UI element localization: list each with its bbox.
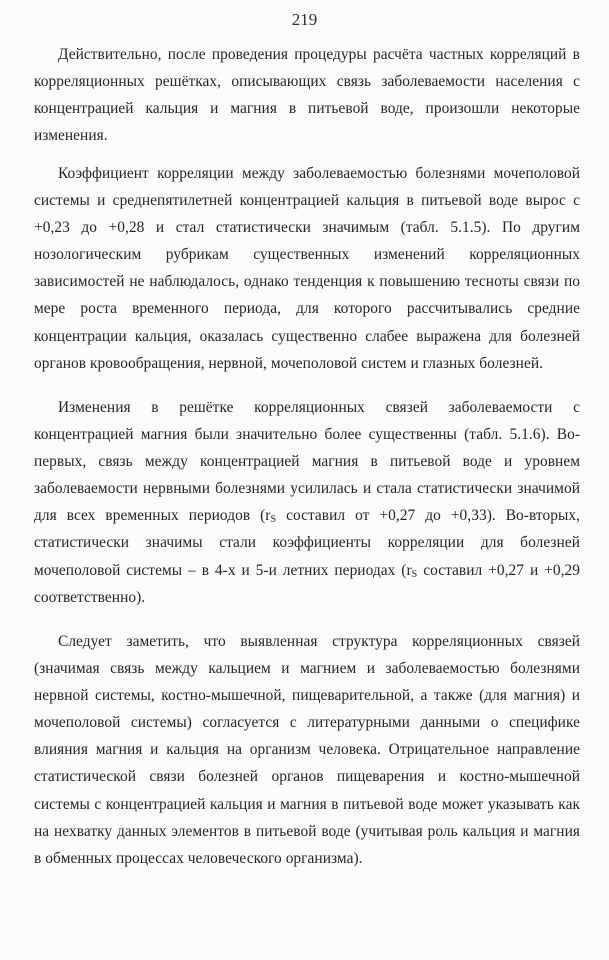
paragraph-1: Действительно, после проведения процедуры расчёта частных корреляций в корреляционных решётках, описывающих связь заболеваемости населения с концентрацией кальция и магния в питьевой воде, произошли некоторые изменения. <box>34 46 580 145</box>
paragraph-3 <box>34 394 580 611</box>
page-number: 219 <box>291 10 318 29</box>
paragraph-3-text-a: Изменения в решётке корреляционных связей заболеваемости с концентрацией магния были значительно более существенны (табл. 5.1.6). Во-первых, связь между концентрацией магния в питьевой воде и уровнем заболеваемости нервными болезнями усилилась и стала статистически значимой для всех временных периодов (r <box>34 399 580 525</box>
paragraph-3-text-c: составил +0,27 и +0,29 соответственно). <box>34 561 580 606</box>
paragraph-3-text-b: составил от +0,27 до +0,33). Во-вторых, статистически значимы стали коэффициенты корреляции для болезней мочеполовой системы – в 4-х и 5-и летних периодах (r <box>34 507 580 579</box>
paragraph-2: Коэффициент корреляции между заболеваемостью болезнями мочеполовой системы и среднепятилетней концентрацией кальция в питьевой воде вырос с +0,23 до +0,28 и стал статистически значимым (табл. 5.1.5). По другим нозологическим рубрикам существенных изменений корреляционных зависимостей не наблюдалось, однако тенденция к повышению тесноты связи по мере роста временного периода, для которого рассчитывались средние концентрации кальция, оказалась существенно слабее выражена для болезней органов кровообращения, нервной, мочеполовой систем и глазных болезней. <box>34 165 580 372</box>
spearman-subscript: S <box>270 514 277 526</box>
paragraph-4: Следует заметить, что выявленная структура корреляционных связей (значимая связь между кальцием и магнием и заболеваемостью болезнями нервной системы, костно-мышечной, пищеварительной, а также (для магния) и мочеполовой системы) согласуется с литературными данными о специфике влияния магния и кальция на организм человека. Отрицательное направление статистической связи болезней органов пищеварения и костно-мышечной системы с концентрацией кальция и магния в питьевой воде может указывать как на нехватку данных элементов в питьевой воде (учитывая роль кальция и магния в обменных процессах человеческого организма). <box>34 633 580 867</box>
spearman-subscript: S <box>411 568 418 580</box>
